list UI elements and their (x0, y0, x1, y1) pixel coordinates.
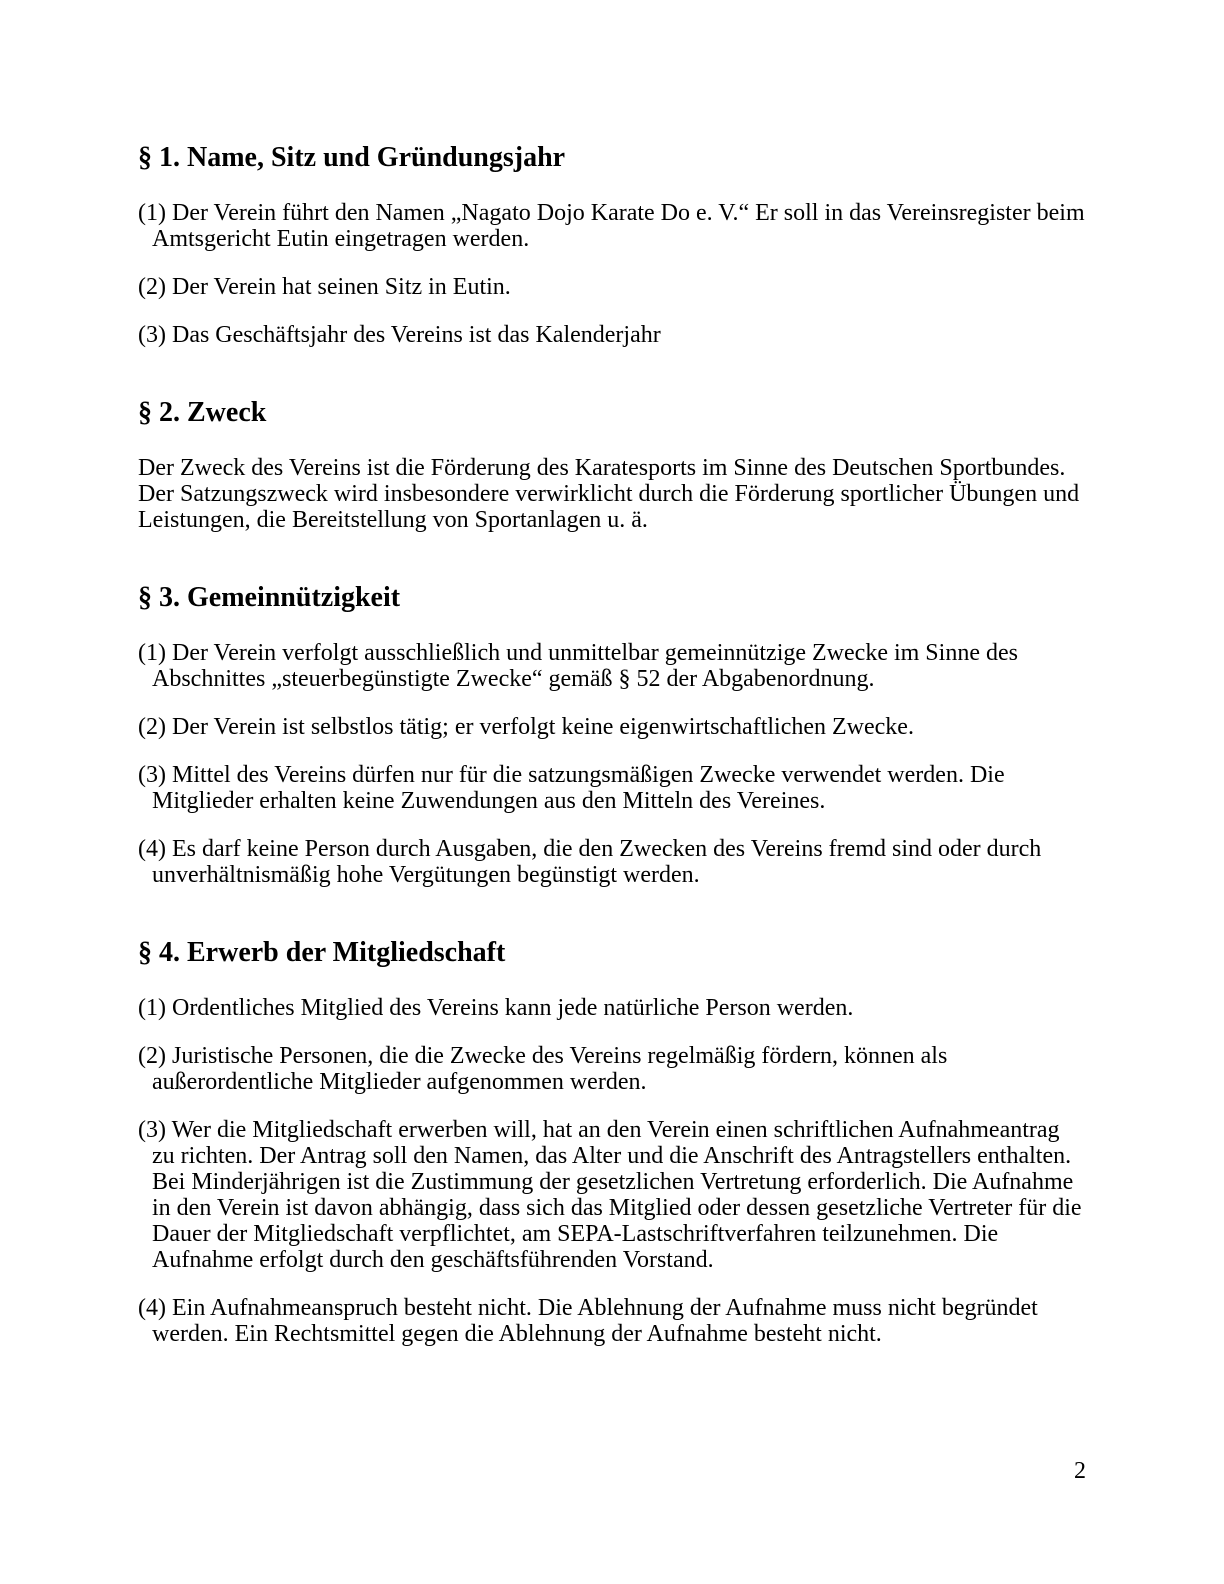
section-3 (138, 583, 1086, 888)
section-3-heading: § 3. Gemeinnützigkeit (138, 582, 401, 613)
paragraph (138, 455, 1086, 533)
page-number: 2 (1074, 1458, 1086, 1484)
paragraph-marker: (3) (138, 322, 166, 348)
paragraph-text: Juristische Personen, die die Zwecke des Vereins regelmäßig fördern, können als außerordentliche Mitglieder aufgenommen werden. (152, 1043, 948, 1095)
paragraph-text: Mittel des Vereins dürfen nur für die satzungsmäßigen Zwecke verwendet werden. Die Mitglieder erhalten keine Zuwendungen aus den Mitteln des Vereines. (152, 762, 1005, 814)
section-2-heading: § 2. Zweck (138, 397, 267, 428)
paragraph (138, 1117, 1086, 1273)
section-4-heading: § 4. Erwerb der Mitgliedschaft (138, 937, 506, 968)
paragraph-marker: (4) (138, 1295, 166, 1321)
paragraph (138, 1043, 1086, 1095)
paragraph-marker: (2) (138, 274, 166, 300)
paragraph (138, 1295, 1086, 1347)
paragraph-text: Es darf keine Person durch Ausgaben, die den Zwecken des Vereins fremd sind oder durch unverhältnismäßig hohe Vergütungen begünstigt werden. (152, 836, 1042, 888)
paragraph (138, 274, 1086, 300)
paragraph-text: Der Verein hat seinen Sitz in Eutin. (171, 274, 511, 300)
paragraph-marker: (2) (138, 714, 166, 740)
paragraph-marker: (1) (138, 640, 166, 666)
paragraph (138, 714, 1086, 740)
paragraph (138, 640, 1086, 692)
paragraph (138, 322, 1086, 348)
paragraph-marker: (4) (138, 836, 166, 862)
paragraph-marker: (3) (138, 1117, 166, 1143)
paragraph-text: Wer die Mitgliedschaft erwerben will, hat an den Verein einen schriftlichen Aufnahmeantrag zu richten. Der Antrag soll den Namen, das Alter und die Anschrift des Antragstellers enthalten. Bei Minderjährigen ist die Zustimmung der gesetzlichen Vertretung erforderlich. Die Aufnahme in den Verein ist davon abhängig, dass sich das Mitglied oder dessen gesetzliche Vertreter für die Dauer der Mitgliedschaft verpflichtet, am SEPA-Lastschriftverfahren teilzunehmen. Die Aufnahme erfolgt durch den geschäftsführenden Vorstand. (152, 1117, 1082, 1273)
paragraph-text: Der Verein führt den Namen „Nagato Dojo Karate Do e. V.“ Er soll in das Vereinsregister beim Amtsgericht Eutin eingetragen werden. (152, 200, 1085, 252)
paragraph (138, 995, 1086, 1021)
paragraph-text: Ein Aufnahmeanspruch besteht nicht. Die Ablehnung der Aufnahme muss nicht begründet werden. Ein Rechtsmittel gegen die Ablehnung der Aufnahme besteht nicht. (152, 1295, 1038, 1347)
paragraph-text: Der Verein verfolgt ausschließlich und unmittelbar gemeinnützige Zwecke im Sinne des Abschnittes „steuerbegünstigte Zwecke“ gemäß § 52 der Abgabenordnung. (152, 640, 1018, 692)
document-content (138, 143, 1086, 1369)
paragraph (138, 762, 1086, 814)
paragraph-marker: (3) (138, 762, 166, 788)
paragraph-marker: (1) (138, 200, 166, 226)
paragraph (138, 836, 1086, 888)
paragraph-marker: (2) (138, 1043, 166, 1069)
paragraph-text: Das Geschäftsjahr des Vereins ist das Kalenderjahr (171, 322, 661, 348)
section-1 (138, 143, 1086, 348)
section-4 (138, 938, 1086, 1347)
paragraph-text: Ordentliches Mitglied des Vereins kann jede natürliche Person werden. (171, 995, 854, 1021)
section-1-heading: § 1. Name, Sitz und Gründungsjahr (138, 142, 566, 173)
paragraph-marker: (1) (138, 995, 166, 1021)
paragraph-text: Der Zweck des Vereins ist die Förderung des Karatesports im Sinne des Deutschen Sportbundes. Der Satzungszweck wird insbesondere verwirklicht durch die Förderung sportlicher Übungen und Leistungen, die Bereitstellung von Sportanlagen u. ä. (138, 455, 1080, 533)
section-2 (138, 398, 1086, 533)
paragraph (138, 200, 1086, 252)
paragraph-text: Der Verein ist selbstlos tätig; er verfolgt keine eigenwirtschaftlichen Zwecke. (171, 714, 914, 740)
